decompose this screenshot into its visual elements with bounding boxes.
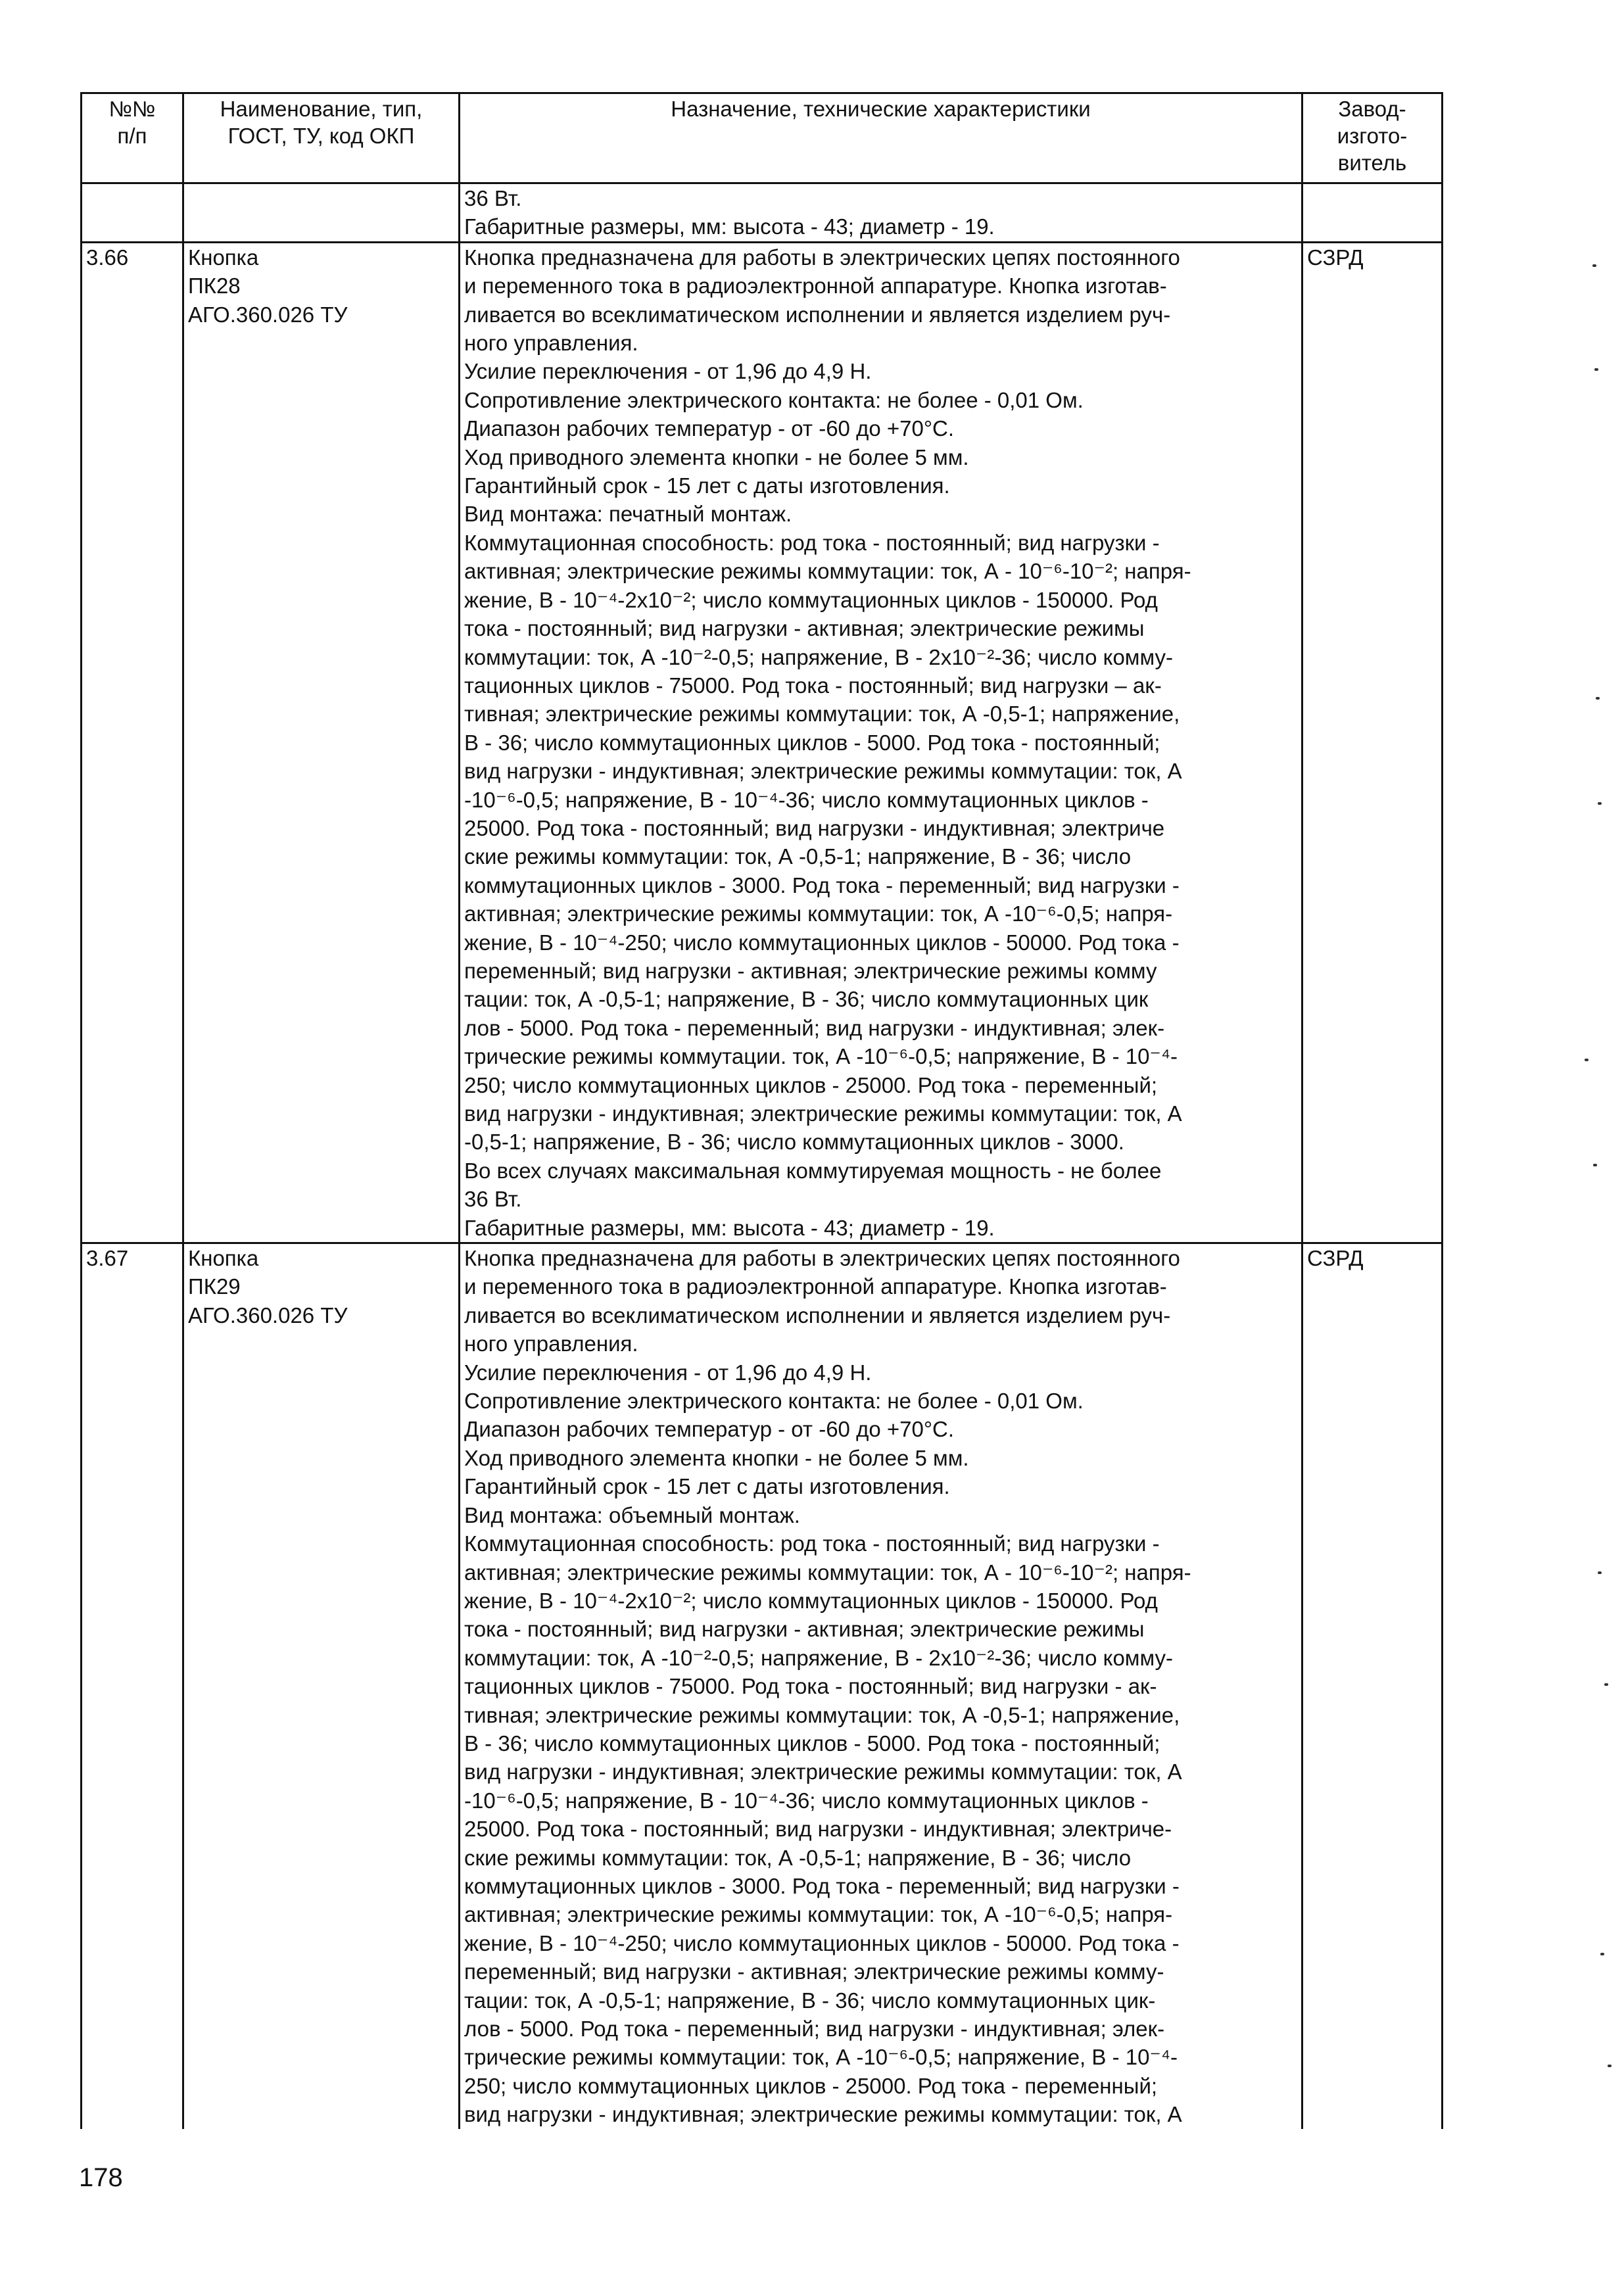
table-row-3-67 <box>82 1243 1443 2129</box>
row-manufacturer: СЗРД <box>1302 242 1443 1243</box>
header-name: Наименование, тип, ГОСТ, ТУ, код ОКП <box>183 93 460 183</box>
continuation-description-cell <box>460 183 1302 243</box>
description-line: В - 36; число коммутационных циклов - 5000. Род тока - постоянный; <box>464 730 1160 755</box>
row-name: Кнопка ПК29 АГО.360.026 ТУ <box>183 1243 460 2129</box>
continuation-line: Габаритные размеры, мм: высота - 43; диаметр - 19. <box>464 214 995 239</box>
description-line: лов - 5000. Род тока - переменный; вид нагрузки - индуктивная; элек- <box>464 1015 1165 1040</box>
description-line: Гарантийный срок - 15 лет с даты изготовления. <box>464 473 950 498</box>
description-line: -10⁻⁶-0,5; напряжение, В - 10⁻⁴-36; число коммутационных циклов - <box>464 1788 1149 1813</box>
description-line: тационных циклов - 75000. Род тока - постоянный; вид нагрузки - ак- <box>464 1674 1157 1699</box>
description-line: коммутации: ток, А -10⁻²-0,5; напряжение, В - 2x10⁻²-36; число комму- <box>464 1645 1174 1670</box>
continuation-name-cell <box>183 183 460 243</box>
description-lines <box>464 243 1297 1242</box>
description-line: Диапазон рабочих температур - от -60 до +70°C. <box>464 416 955 441</box>
description-line: жение, В - 10⁻⁴-250; число коммутационных циклов - 50000. Род тока - <box>464 930 1180 955</box>
continuation-line: 36 Вт. <box>464 186 522 210</box>
scan-speck <box>1608 2065 1612 2067</box>
header-description: Назначение, технические характеристики <box>460 93 1302 183</box>
description-line: Вид монтажа: объемный монтаж. <box>464 1502 800 1527</box>
description-line: ного управления. <box>464 331 638 356</box>
description-line: Коммутационная способность: род тока - постоянный; вид нагрузки - <box>464 1531 1160 1556</box>
row-name: Кнопка ПК28 АГО.360.026 ТУ <box>183 242 460 1243</box>
description-line: Усилие переключения - от 1,96 до 4,9 Н. <box>464 359 872 384</box>
description-line: В - 36; число коммутационных циклов - 5000. Род тока - постоянный; <box>464 1731 1160 1756</box>
spec-table <box>80 92 1443 2129</box>
description-line: ного управления. <box>464 1331 638 1356</box>
description-line: Габаритные размеры, мм: высота - 43; диаметр - 19. <box>464 1215 995 1240</box>
scan-speck <box>1594 368 1598 371</box>
description-line: трические режимы коммутации: ток, А -10⁻⁶-0,5; напряжение, В - 10⁻⁴- <box>464 2045 1178 2070</box>
scan-speck <box>1593 1164 1597 1166</box>
description-line: ливается во всеклиматическом исполнении и является изделием руч- <box>464 302 1171 327</box>
description-line: и переменного тока в радиоэлектронной аппаратуре. Кнопка изготав- <box>464 1274 1167 1299</box>
description-line: активная; электрические режимы коммутации: ток, А -10⁻⁶-0,5; напря- <box>464 901 1173 926</box>
description-line: 25000. Род тока - постоянный; вид нагрузки - индуктивная; электриче <box>464 815 1165 840</box>
continuation-row <box>82 183 1443 243</box>
description-line: переменный; вид нагрузки - активная; электрические режимы комму <box>464 958 1157 983</box>
row-description <box>460 1243 1302 2129</box>
description-line: вид нагрузки - индуктивная; электрические режимы коммутации: ток, А <box>464 1759 1182 1784</box>
description-line: Кнопка предназначена для работы в электрических цепях постоянного <box>464 1246 1180 1271</box>
description-line: лов - 5000. Род тока - переменный; вид нагрузки - индуктивная; элек- <box>464 2017 1165 2041</box>
description-line: тации: ток, А -0,5-1; напряжение, В - 36; число коммутационных цик- <box>464 1988 1156 2013</box>
description-line: жение, В - 10⁻⁴-250; число коммутационных циклов - 50000. Род тока - <box>464 1930 1180 1955</box>
scan-speck <box>1592 264 1596 267</box>
description-line: тока - постоянный; вид нагрузки - активная; электрические режимы <box>464 616 1145 641</box>
description-line: активная; электрические режимы коммутации: ток, А - 10⁻⁶-10⁻²; напря- <box>464 1560 1191 1585</box>
description-line: активная; электрические режимы коммутации: ток, А - 10⁻⁶-10⁻²; напря- <box>464 559 1191 584</box>
description-line: 36 Вт. <box>464 1187 522 1212</box>
description-line: вид нагрузки - индуктивная; электрические режимы коммутации: ток, А <box>464 1101 1182 1126</box>
description-line: -0,5-1; напряжение, В - 36; число коммутационных циклов - 3000. <box>464 1130 1124 1155</box>
scan-speck <box>1596 697 1600 700</box>
description-line: переменный; вид нагрузки - активная; электрические режимы комму- <box>464 1959 1164 1984</box>
row-description <box>460 242 1302 1243</box>
description-line: 250; число коммутационных циклов - 25000. Род тока - переменный; <box>464 1072 1158 1097</box>
scan-speck <box>1598 1571 1602 1574</box>
continuation-number-cell <box>82 183 183 243</box>
description-line: Сопротивление электрического контакта: не более - 0,01 Ом. <box>464 387 1084 412</box>
description-line: жение, В - 10⁻⁴-2x10⁻²; число коммутационных циклов - 150000. Род <box>464 1588 1158 1613</box>
page-number: 178 <box>79 2163 123 2192</box>
description-line: жение, В - 10⁻⁴-2x10⁻²; число коммутационных циклов - 150000. Род <box>464 587 1158 612</box>
scan-speck <box>1600 1953 1604 1955</box>
description-line: вид нагрузки - индуктивная; электрические режимы коммутации: ток, А <box>464 2102 1182 2127</box>
description-line: Ход приводного элемента кнопки - не более 5 мм. <box>464 444 969 469</box>
description-line: Во всех случаях максимальная коммутируемая мощность - не более <box>464 1158 1162 1183</box>
description-line: Сопротивление электрического контакта: не более - 0,01 Ом. <box>464 1389 1084 1414</box>
description-line: и переменного тока в радиоэлектронной аппаратуре. Кнопка изготав- <box>464 274 1167 299</box>
table-row-3-66 <box>82 242 1443 1243</box>
description-line: ские режимы коммутации: ток, А -0,5-1; напряжение, В - 36; число <box>464 844 1132 869</box>
description-line: 25000. Род тока - постоянный; вид нагрузки - индуктивная; электриче- <box>464 1817 1172 1842</box>
description-line: тивная; электрические режимы коммутации: ток, А -0,5-1; напряжение, <box>464 702 1180 727</box>
scan-speck <box>1585 1059 1588 1061</box>
table-header-row <box>82 93 1443 183</box>
description-line: 250; число коммутационных циклов - 25000. Род тока - переменный; <box>464 2073 1158 2098</box>
header-number: №№ п/п <box>82 93 183 183</box>
scan-speck <box>1598 802 1602 805</box>
description-line: трические режимы коммутации. ток, А -10⁻⁶-0,5; напряжение, В - 10⁻⁴- <box>464 1044 1178 1069</box>
description-line: тационных циклов - 75000. Род тока - постоянный; вид нагрузки – ак- <box>464 673 1162 698</box>
description-line: Вид монтажа: печатный монтаж. <box>464 502 792 527</box>
row-number: 3.66 <box>82 242 183 1243</box>
description-line: -10⁻⁶-0,5; напряжение, В - 10⁻⁴-36; число коммутационных циклов - <box>464 787 1149 812</box>
description-line: Кнопка предназначена для работы в электрических цепях постоянного <box>464 245 1180 270</box>
description-line: активная; электрические режимы коммутации: ток, А -10⁻⁶-0,5; напря- <box>464 1902 1173 1927</box>
description-line: Усилие переключения - от 1,96 до 4,9 Н. <box>464 1360 872 1385</box>
description-line: тока - постоянный; вид нагрузки - активная; электрические режимы <box>464 1617 1145 1642</box>
description-line: тивная; электрические режимы коммутации: ток, А -0,5-1; напряжение, <box>464 1702 1180 1727</box>
description-line: коммутации: ток, А -10⁻²-0,5; напряжение, В - 2x10⁻²-36; число комму- <box>464 644 1174 669</box>
description-line: Коммутационная способность: род тока - постоянный; вид нагрузки - <box>464 530 1160 555</box>
description-line: ские режимы коммутации: ток, А -0,5-1; напряжение, В - 36; число <box>464 1845 1132 1870</box>
description-line: Ход приводного элемента кнопки - не более 5 мм. <box>464 1445 969 1470</box>
continuation-manufacturer-cell <box>1302 183 1443 243</box>
row-manufacturer: СЗРД <box>1302 1243 1443 2129</box>
description-line: Диапазон рабочих температур - от -60 до +70°C. <box>464 1417 955 1442</box>
description-line: коммутационных циклов - 3000. Род тока - переменный; вид нагрузки - <box>464 873 1180 897</box>
row-number: 3.67 <box>82 1243 183 2129</box>
description-line: ливается во всеклиматическом исполнении и является изделием руч- <box>464 1303 1171 1327</box>
scan-speck <box>1604 1683 1608 1686</box>
description-line: вид нагрузки - индуктивная; электрические режимы коммутации: ток, А <box>464 759 1182 784</box>
header-manufacturer: Завод- изгото- витель <box>1302 93 1443 183</box>
description-lines <box>464 1244 1297 2129</box>
description-line: тации: ток, А -0,5-1; напряжение, В - 36; число коммутационных цик <box>464 987 1149 1012</box>
description-line: Гарантийный срок - 15 лет с даты изготовления. <box>464 1474 950 1499</box>
description-line: коммутационных циклов - 3000. Род тока - переменный; вид нагрузки - <box>464 1873 1180 1898</box>
